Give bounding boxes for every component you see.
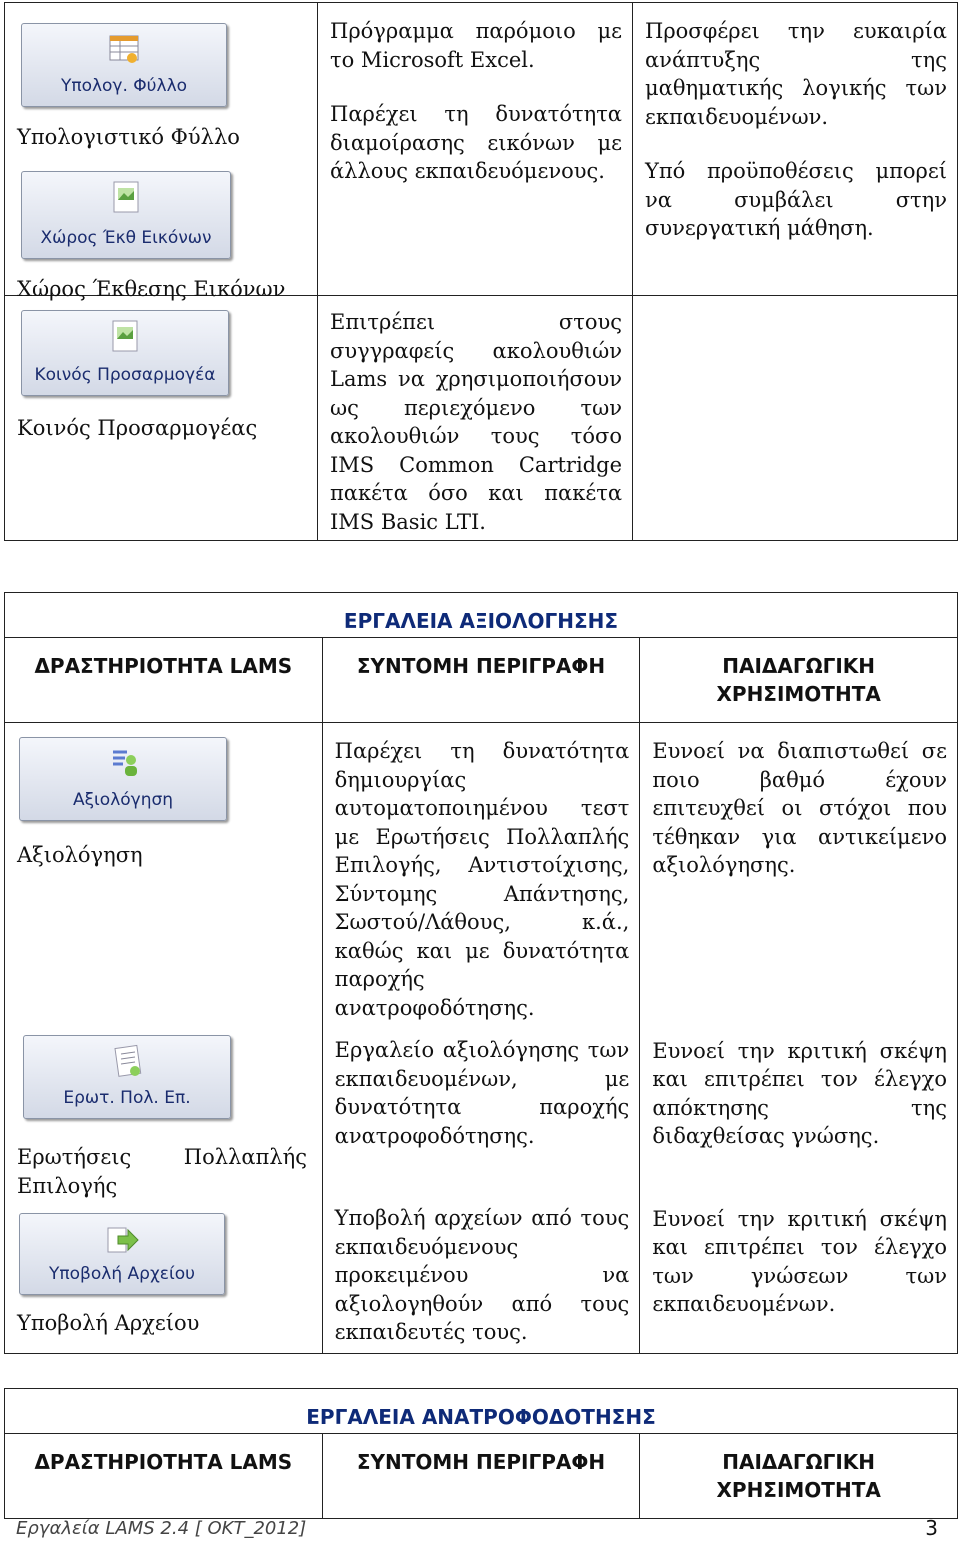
- description-cell: [322, 723, 640, 1354]
- feedback-tools-table: [4, 1388, 958, 1519]
- header-activity: ΔΡΑΣΤΗΡΙΟΤΗΤΑ LAMS: [5, 1434, 323, 1519]
- activity-usefulness: Προσφέρει την ευκαιρία ανάπτυξης της μαθηματικής λογικής των εκπαιδευομένων.: [645, 19, 947, 129]
- common-adapter-icon-label: Κοινός Προσαρμογέα: [34, 364, 216, 385]
- description-cell: [318, 3, 633, 296]
- image-gallery-icon-label: Χώρος Έκθ Εικόνων: [40, 227, 212, 248]
- activity-usefulness: Ευνοεί να διαπιστωθεί σε ποιο βαθμό έχουν επιτευχθεί οι στόχοι που τέθηκαν για αντικείμενο αξιολόγησης.: [652, 739, 947, 877]
- file-submit-icon-label: Υποβολή Αρχείου: [49, 1263, 195, 1284]
- spreadsheet-icon-label: Υπολογ. Φύλλο: [60, 75, 188, 96]
- activity-description: Πρόγραμμα παρόμοιο με το Microsoft Excel.: [330, 19, 622, 72]
- activity-name-text: Ερωτήσεις Πολλαπλής Επιλογής: [17, 1145, 307, 1198]
- image-gallery-icon: [21, 171, 231, 259]
- multiple-choice-icon-label: Ερωτ. Πολ. Επ.: [63, 1087, 191, 1108]
- common-adapter-icon: [21, 310, 229, 396]
- activity-usefulness: Ευνοεί την κριτική σκέψη και επιτρέπει τον έλεγχο απόκτησης της διδαχθείσας γνώσης.: [652, 1038, 947, 1148]
- assessment-icon: [19, 737, 227, 821]
- header-usefulness: ΠΑΙΔΑΓΩΓΙΚΗ ΧΡΗΣΙΜΟΤΗΤΑ: [640, 1434, 958, 1519]
- activity-description: Υποβολή αρχείων από τους εκπαιδευόμενους προκειμένου να αξιολογηθούν από τους εκπαιδευτές τους.: [334, 1206, 630, 1344]
- spreadsheet-icon: [21, 23, 227, 107]
- header-usefulness: ΠΑΙΔΑΓΩΓΙΚΗ ΧΡΗΣΙΜΟΤΗΤΑ: [640, 638, 958, 723]
- activity-description: Παρέχει τη δυνατότητα δημιουργίας αυτοματοποιημένου τεστ με Ερωτήσεις Πολλαπλής Επιλογής, Αντιστοίχισης, Σύντομης Απάντησης, Σωστού/Λάθους, κ.ά., καθώς και με δυνατότητα παροχής ανατροφοδότησης.: [334, 739, 630, 1020]
- description-cell: [318, 296, 633, 541]
- header-description: ΣΥΝΤΟΜΗ ΠΕΡΙΓΡΑΦΗ: [322, 638, 640, 723]
- usefulness-cell: [633, 3, 958, 296]
- activity-description: Εργαλείο αξιολόγησης των εκπαιδευομένων, με δυνατότητα παροχής ανατροφοδότησης.: [334, 1038, 630, 1148]
- activity-usefulness: Ευνοεί την κριτική σκέψη και επιτρέπει τον έλεγχο των γνώσεων των εκπαιδευομένων.: [652, 1206, 947, 1316]
- header-activity: ΔΡΑΣΤΗΡΙΟΤΗΤΑ LAMS: [5, 638, 323, 723]
- activity-name: Υποβολή Αρχείου: [17, 1311, 200, 1335]
- file-submit-icon: [19, 1213, 225, 1295]
- assessment-icon-label: Αξιολόγηση: [72, 789, 174, 810]
- tools-table-continued: [4, 2, 958, 541]
- usefulness-cell: [633, 296, 958, 541]
- activity-description: Επιτρέπει στους συγγραφείς ακολουθιών Lams να χρησιμοποιήσουν ως περιεχόμενο των ακολουθιών τους τόσο IMS Common Cartridge πακέτα όσο και πακέτα IMS Basic LTI.: [330, 310, 622, 534]
- usefulness-cell: [640, 723, 958, 1354]
- activity-cell: [5, 3, 318, 301]
- multiple-choice-icon: [23, 1035, 231, 1119]
- activity-usefulness: [633, 296, 957, 304]
- activity-cell: [5, 723, 323, 1354]
- activity-name: Κοινός Προσαρμογέας: [17, 416, 258, 440]
- activity-cell: [5, 296, 318, 541]
- activity-usefulness: Υπό προϋποθέσεις μπορεί να συμβάλει στην συνεργατική μάθηση.: [645, 159, 947, 240]
- activity-name: Υπολογιστικό Φύλλο: [17, 125, 240, 149]
- header-description: ΣΥΝΤΟΜΗ ΠΕΡΙΓΡΑΦΗ: [322, 1434, 640, 1519]
- activity-description: Παρέχει τη δυνατότητα διαμοίρασης εικόνων με άλλους εκπαιδευόμενους.: [330, 102, 622, 183]
- footer-doc-title: Εργαλεία LAMS 2.4 [ ΟΚΤ_2012]: [16, 1518, 307, 1539]
- assessment-tools-table: [4, 592, 958, 1354]
- page-number: 3: [925, 1516, 938, 1540]
- activity-name: [5, 1143, 307, 1200]
- table-title: ΕΡΓΑΛΕΙΑ ΑΝΑΤΡΟΦΟΔΟΤΗΣΗΣ: [5, 1389, 958, 1434]
- table-title: ΕΡΓΑΛΕΙΑ ΑΞΙΟΛΟΓΗΣΗΣ: [5, 593, 958, 638]
- activity-name: Αξιολόγηση: [17, 843, 143, 867]
- activity-name: Χώρος Έκθεσης Εικόνων: [17, 277, 286, 301]
